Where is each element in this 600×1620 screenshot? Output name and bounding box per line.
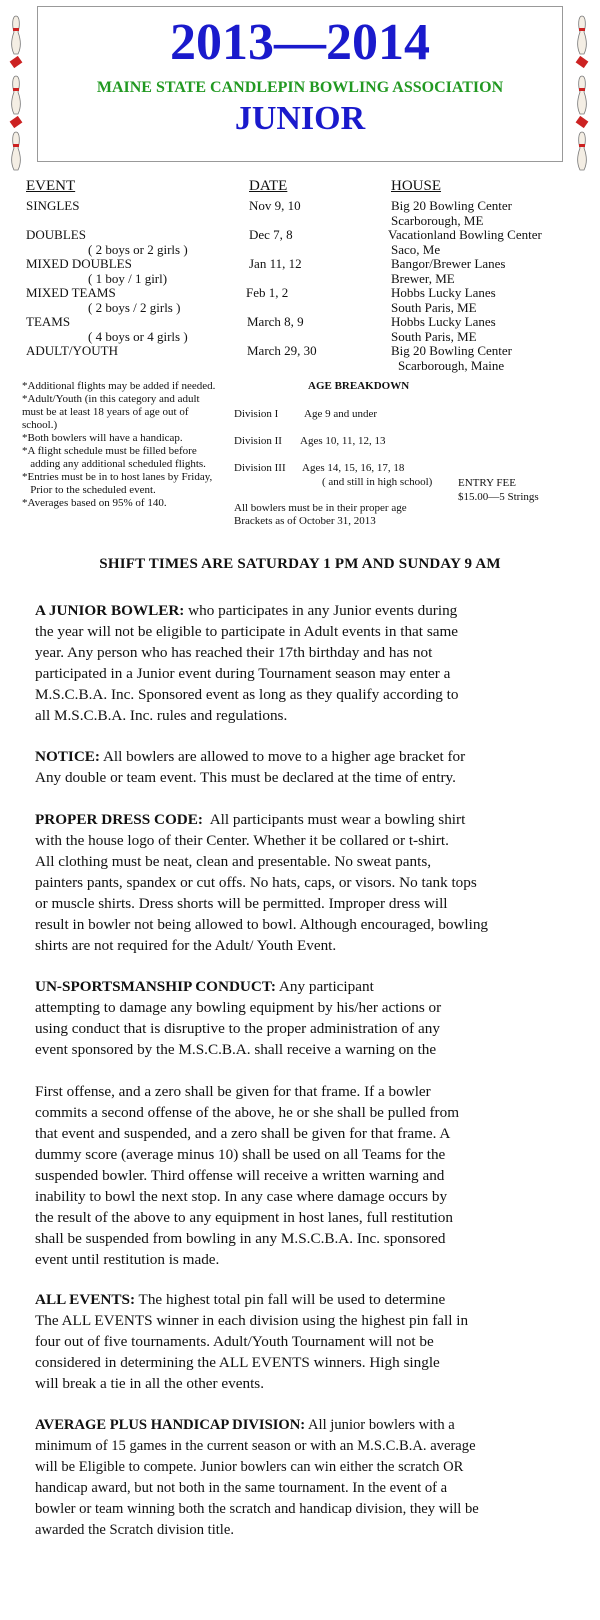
schedule-event-note: ( 2 boys / 2 girls ) [88, 300, 181, 315]
schedule-event: DOUBLES [26, 227, 86, 242]
section-heading: PROPER DRESS CODE: [35, 811, 203, 828]
schedule-date: Nov 9, 10 [249, 198, 301, 213]
section-line: M.S.C.B.A. Inc. Sponsored event as long as they qualify according to [35, 686, 459, 703]
section-line: Any participant [275, 978, 374, 995]
schedule-house: Vacationland Bowling Center [388, 227, 542, 242]
section-heading: UN-SPORTSMANSHIP CONDUCT: [35, 978, 276, 995]
junior-bowler-section [35, 600, 583, 726]
schedule-event: MIXED TEAMS [26, 285, 116, 300]
notes-list [22, 380, 232, 510]
note-line: Prior to the scheduled event. [22, 484, 156, 496]
schedule-house-city: South Paris, ME [391, 329, 477, 344]
section-heading: AVERAGE PLUS HANDICAP DIVISION: [35, 1417, 306, 1433]
section-line: commits a second offense of the above, he or she shall be pulled from [35, 1104, 460, 1121]
house-column-header: HOUSE [391, 178, 442, 194]
schedule-house-city: Scarborough, Maine [398, 358, 505, 373]
note-line: must be at least 18 years of age out of [22, 406, 189, 418]
section-line: First offense, and a zero shall be given for that frame. If a bowler [35, 1083, 431, 1100]
section-line: shirts are not required for the Adult/ Youth Event. [35, 937, 337, 954]
note-line: adding any additional scheduled flights. [22, 458, 206, 470]
schedule-event: MIXED DOUBLES [26, 256, 132, 271]
age-breakdown-title: AGE BREAKDOWN [308, 380, 410, 392]
section-line: the result of the above to any equipment in host lanes, full restitution [35, 1209, 453, 1226]
section-line: painters pants, spandex or cut offs. No hats, caps, or visors. No tank tops [35, 874, 477, 891]
title-box [37, 6, 563, 162]
schedule-house-city: Brewer, ME [391, 271, 455, 286]
section-line: attempting to damage any bowling equipment by his/her actions or [35, 999, 442, 1016]
offense-section [35, 1081, 583, 1270]
section-line: who participates in any Junior events during [184, 602, 458, 619]
note-line: *Additional flights may be added if needed. [22, 380, 216, 392]
schedule-date: March 8, 9 [247, 314, 304, 329]
entry-fee [458, 476, 539, 504]
highschool-note: ( and still in high school) [322, 476, 433, 488]
section-line: participated in a Junior event during Tournament season may enter a [35, 665, 451, 682]
section-heading: A JUNIOR BOWLER: [35, 602, 185, 619]
schedule-house: Bangor/Brewer Lanes [391, 256, 506, 271]
section-line: dummy score (average minus 10) shall be used on all Teams for the [35, 1146, 446, 1163]
division-name: Division I [234, 408, 279, 420]
section-line: All participants must wear a bowling shirt [202, 811, 466, 828]
section-line: bowler or team winning both the scratch and handicap division, they will be [35, 1501, 479, 1517]
entry-fee-label: ENTRY FEE [458, 477, 516, 489]
section-line: suspended bowler. Third offense will receive a written warning and [35, 1167, 445, 1184]
shift-times: SHIFT TIMES ARE SATURDAY 1 PM AND SUNDAY 9 AM [99, 556, 501, 572]
association-name: MAINE STATE CANDLEPIN BOWLING ASSOCIATION [96, 79, 504, 96]
schedule-event-note: ( 2 boys or 2 girls ) [88, 242, 188, 257]
dress-code-section [35, 809, 583, 956]
note-line: *Adult/Youth (in this category and adult [22, 393, 200, 405]
schedule-house-city: Scarborough, ME [391, 213, 484, 228]
section-line: All junior bowlers with a [305, 1417, 455, 1433]
schedule-event-note: ( 4 boys or 4 girls ) [88, 329, 188, 344]
all-events-section [35, 1289, 583, 1394]
schedule-event: TEAMS [26, 314, 71, 329]
section-line: year. Any person who has reached their 17th birthday and has not [35, 644, 433, 661]
bracket-note: Brackets as of October 31, 2013 [234, 515, 376, 527]
schedule-event: SINGLES [26, 198, 80, 213]
schedule-house-city: Saco, Me [391, 242, 441, 257]
bowling-pin-icon [574, 14, 590, 174]
section-line: minimum of 15 games in the current season or with an M.S.C.B.A. average [35, 1438, 476, 1454]
schedule-date: Jan 11, 12 [249, 256, 302, 271]
section-line: four out of five tournaments. Adult/Youth Tournament will not be [35, 1333, 434, 1350]
schedule-date: Dec 7, 8 [249, 227, 293, 242]
section-line: shall be suspended from bowling in any M.S.C.B.A. Inc. sponsored [35, 1230, 446, 1247]
section-line: will be Eligible to compete. Junior bowlers can win either the scratch OR [35, 1459, 464, 1475]
section-line: The highest total pin fall will be used to determine [135, 1291, 446, 1308]
section-heading: NOTICE: [35, 748, 100, 765]
season-title: 2013—2014 [170, 14, 430, 71]
entry-fee-value: $15.00—5 Strings [458, 491, 539, 503]
handicap-section [35, 1415, 583, 1541]
section-line: result in bowler not being allowed to bowl. Although encouraged, bowling [35, 916, 489, 933]
section-line: The ALL EVENTS winner in each division using the highest pin fall in [35, 1312, 469, 1329]
note-line: *Entries must be in to host lanes by Friday, [22, 471, 213, 483]
conduct-section [35, 976, 583, 1060]
section-line: that event and suspended, and a zero shall be given for that frame. A [35, 1125, 451, 1142]
note-line: *Both bowlers will have a handicap. [22, 432, 183, 444]
section-line: considered in determining the ALL EVENTS winners. High single [35, 1354, 440, 1371]
section-line: the year will not be eligible to participate in Adult events in that same [35, 623, 459, 640]
section-line: event until restitution is made. [35, 1251, 220, 1268]
section-line: inability to bowl the next stop. In any case where damage occurs by [35, 1188, 448, 1205]
schedule-date: March 29, 30 [247, 343, 317, 358]
date-column-header: DATE [249, 178, 288, 194]
division-ages: Age 9 and under [304, 408, 378, 420]
division-ages: Ages 10, 11, 12, 13 [300, 435, 386, 447]
division-title: JUNIOR [234, 100, 366, 137]
section-line: with the house logo of their Center. Whether it be collared or t-shirt. [35, 832, 449, 849]
schedule-event-note: ( 1 boy / 1 girl) [88, 271, 168, 286]
bracket-note: All bowlers must be in their proper age [234, 502, 407, 514]
event-column-header: EVENT [26, 178, 76, 194]
bowling-pin-icon [8, 14, 24, 174]
notice-section [35, 746, 583, 788]
schedule-house: Hobbs Lucky Lanes [391, 314, 496, 329]
schedule-house: Big 20 Bowling Center [391, 198, 512, 213]
note-line: *A flight schedule must be filled before [22, 445, 197, 457]
division-name: Division III [234, 462, 286, 474]
note-line: *Averages based on 95% of 140. [22, 497, 167, 509]
schedule-house-city: South Paris, ME [391, 300, 477, 315]
section-line: All bowlers are allowed to move to a higher age bracket for [99, 748, 466, 765]
section-line: will break a tie in all the other events. [35, 1375, 264, 1392]
section-line: event sponsored by the M.S.C.B.A. shall receive a warning on the [35, 1041, 437, 1058]
division-name: Division II [234, 435, 282, 447]
section-line: using conduct that is disruptive to the proper administration of any [35, 1020, 440, 1037]
schedule-date: Feb 1, 2 [246, 285, 289, 300]
schedule-house: Big 20 Bowling Center [391, 343, 512, 358]
section-line: All clothing must be neat, clean and presentable. No sweat pants, [35, 853, 432, 870]
section-line: awarded the Scratch division title. [35, 1522, 234, 1538]
section-line: or muscle shirts. Dress shorts will be permitted. Improper dress will [35, 895, 448, 912]
section-line: Any double or team event. This must be declared at the time of entry. [35, 769, 456, 786]
schedule-house: Hobbs Lucky Lanes [391, 285, 496, 300]
section-line: all M.S.C.B.A. Inc. rules and regulations. [35, 707, 288, 724]
section-heading: ALL EVENTS: [35, 1291, 136, 1308]
note-line: school.) [22, 419, 58, 431]
division-ages: Ages 14, 15, 16, 17, 18 [302, 462, 405, 474]
section-line: handicap award, but not both in the same tournament. In the event of a [35, 1480, 448, 1496]
schedule-event: ADULT/YOUTH [26, 343, 118, 358]
